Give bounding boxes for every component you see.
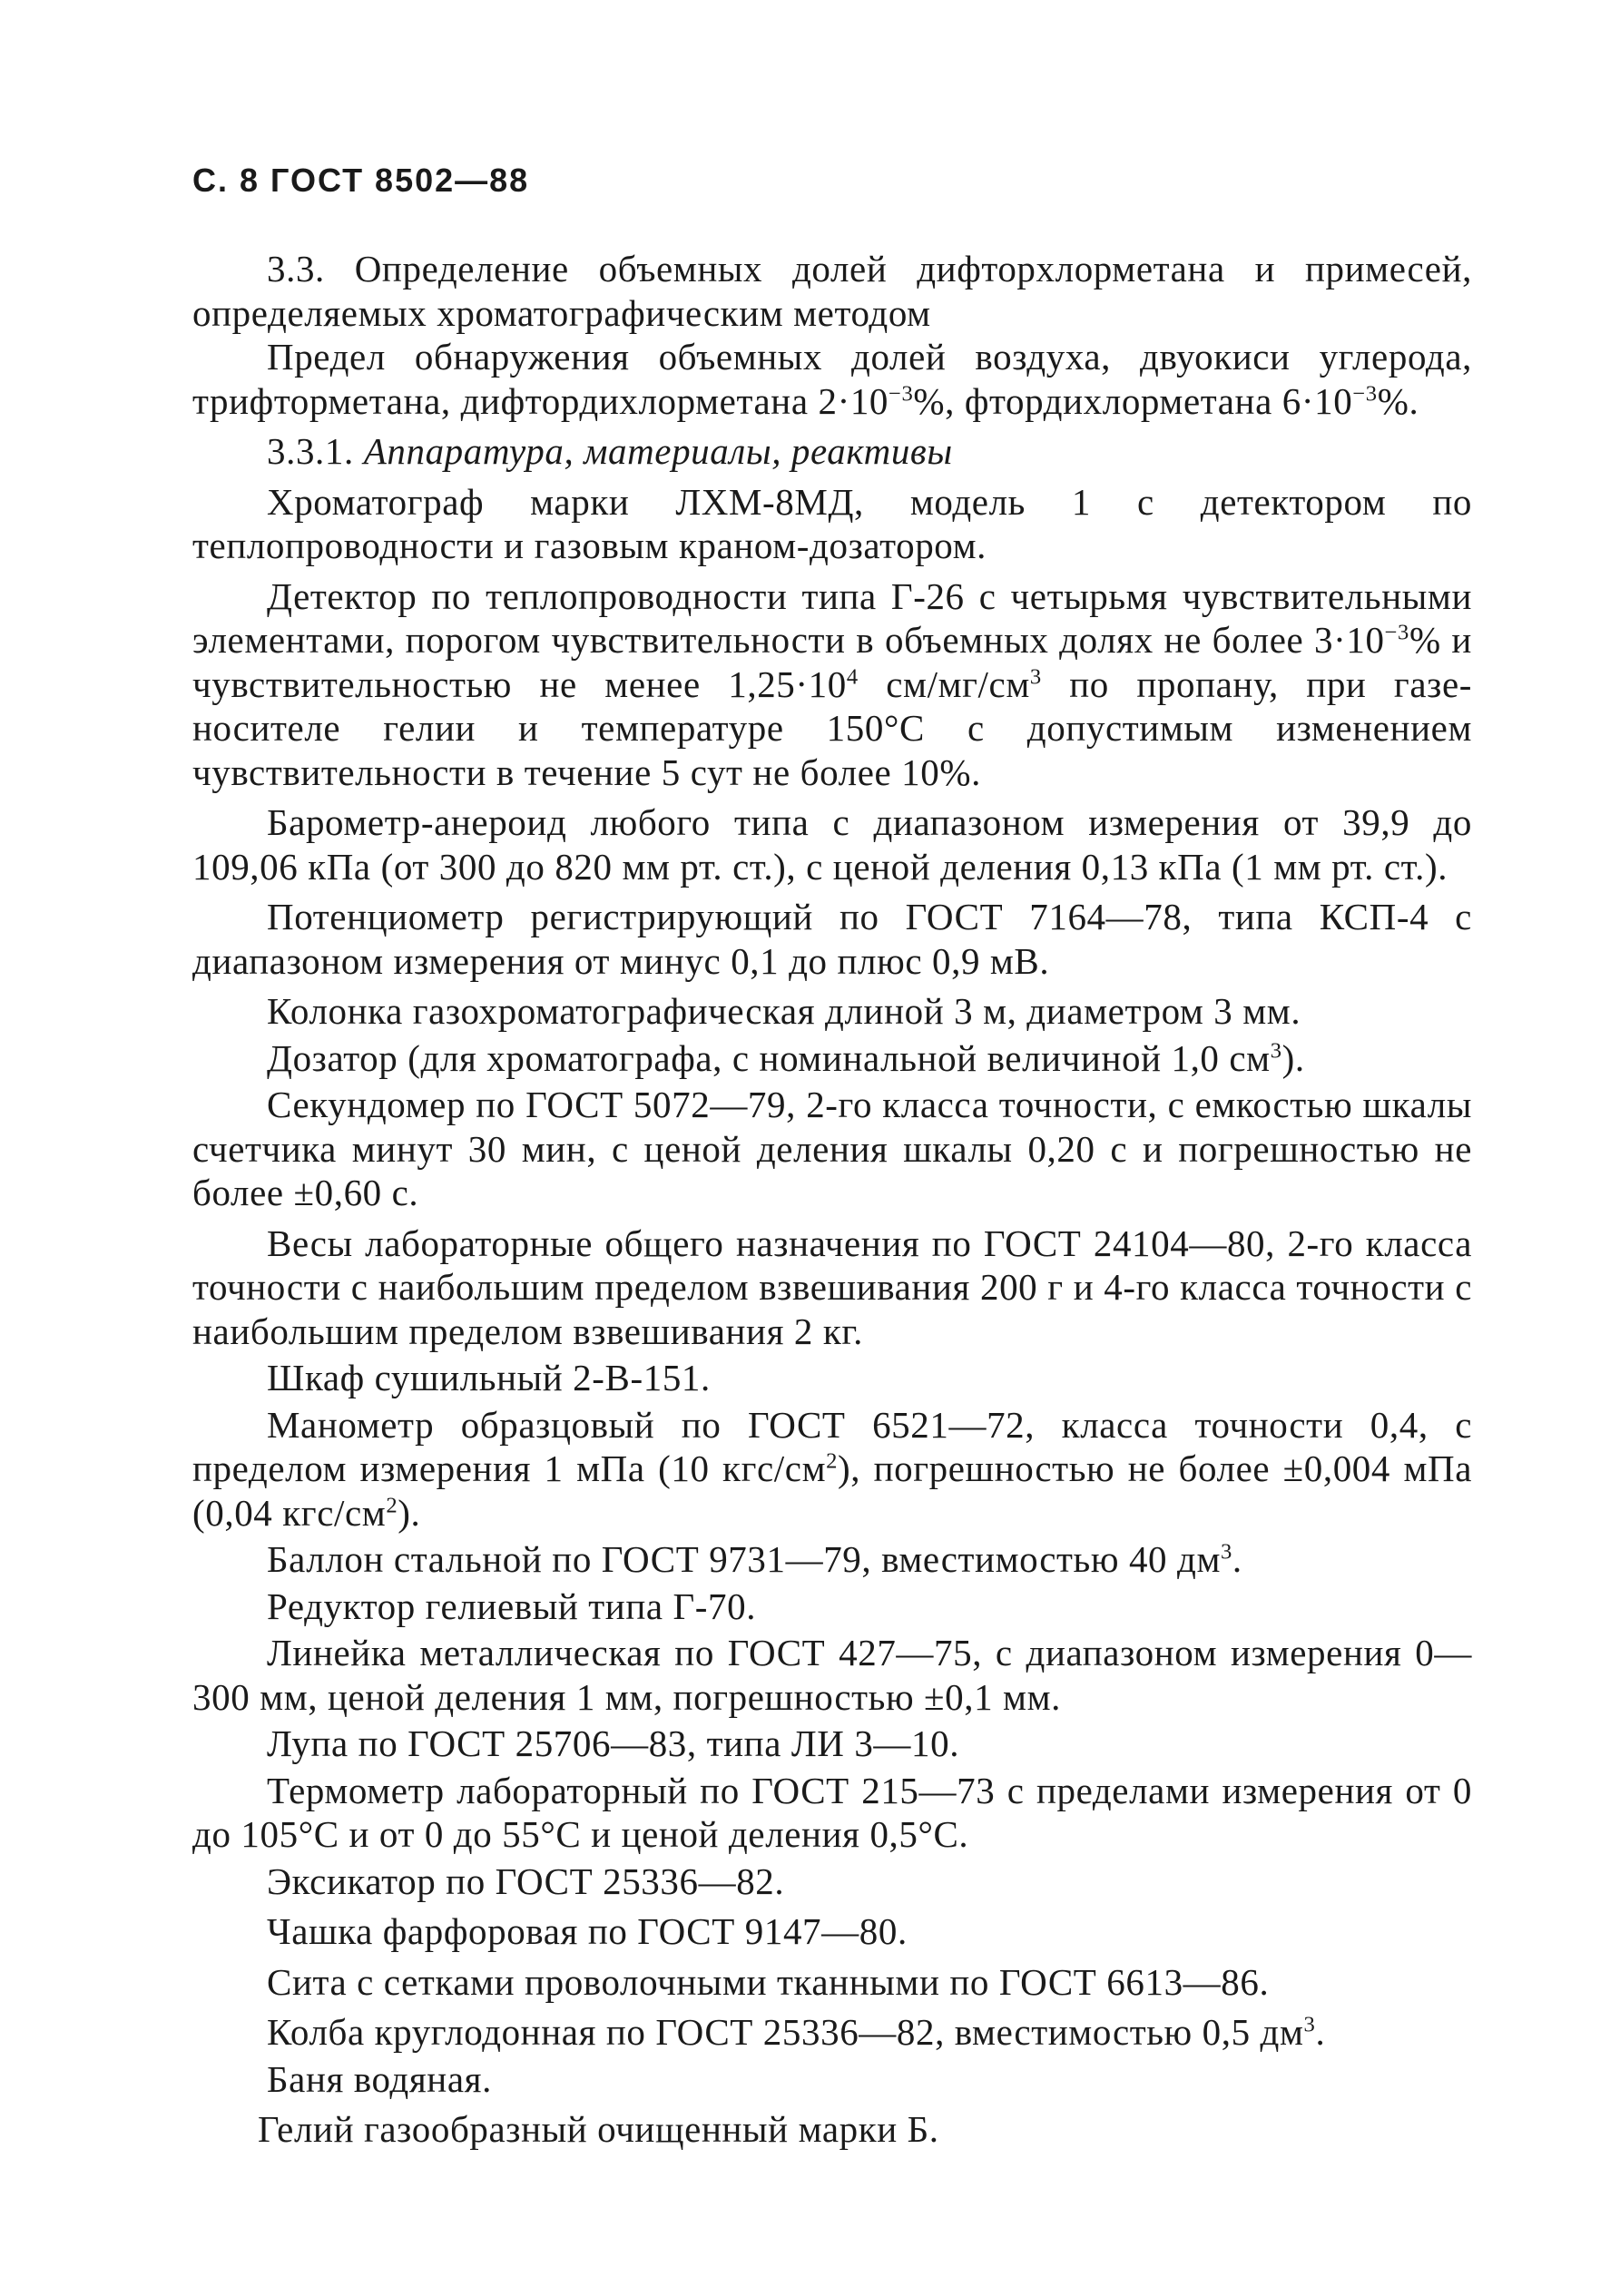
flask-text-b: .: [1315, 2011, 1326, 2053]
dosator-exponent: 3: [1270, 1037, 1282, 1063]
detector-exponent-1: −3: [1384, 620, 1409, 645]
item-thermometer: Термометр лабораторный по ГОСТ 215—73 с пределами измерения от 0 до 105°С и от 0 до 55°С и ценой деления 0,5°С.: [192, 1769, 1472, 1855]
manometer-text-c: ).: [398, 1491, 421, 1534]
flask-exponent: 3: [1303, 2012, 1316, 2037]
manometer-text-b: ), погрешностью не более ±0,004 мПа (0,04 кгс/см: [192, 1447, 1473, 1534]
dosator-text-a: Дозатор (для хроматографа, с номинальной величиной 1,0 см: [267, 1036, 1271, 1079]
manometer-text-a: Манометр образцовый по ГОСТ 6521—72, класса точности 0,4, с пределом измерения 1 мПа (10 кгс/см: [192, 1403, 1472, 1489]
item-drying-cabinet: Шкаф сушильный 2-В-151.: [267, 1357, 711, 1398]
manometer-exponent-1: 2: [826, 1448, 839, 1474]
section-3-3-title: 3.3. Определение объемных долей дифторхлорметана и примесей, определяемых хроматографическим методом: [192, 248, 1472, 334]
item-helium: Гелий газообразный очищенный марки Б.: [258, 2108, 939, 2150]
detector-text-a: Детектор по теплопроводности типа Г-26 с четырьмя чувствительными элементами, порогом чувствительности в объемных долях не более 3·10: [192, 574, 1472, 661]
item-sieves: Сита с сетками проволочными тканными по ГОСТ 6613—86.: [267, 1960, 1270, 2003]
detection-limit-exponent-2: −3: [1352, 380, 1378, 406]
detector-exponent-2: 4: [846, 663, 859, 689]
section-3-3-1-title: Аппаратура, материалы, реактивы: [363, 430, 953, 472]
detector-text-c: см/мг/см: [858, 662, 1030, 705]
detector-text-b: % и чувствительностью не менее 1,25·10: [192, 619, 1472, 705]
item-cylinder: [192, 1537, 1472, 1582]
item-magnifier: Лупа по ГОСТ 25706—83, типа ЛИ 3—10.: [267, 1722, 960, 1764]
manometer-exponent-2: 2: [386, 1492, 398, 1517]
section-3-3-1-number: 3.3.1.: [267, 430, 354, 472]
item-dosator: [192, 1036, 1472, 1081]
item-desiccator: Эксикатор по ГОСТ 25336—82.: [267, 1859, 785, 1902]
flask-text-a: Колба круглодонная по ГОСТ 25336—82, вместимостью 0,5 дм: [267, 2011, 1304, 2053]
detection-limit-text-b: %, фтордихлорметана 6·10: [913, 379, 1353, 422]
dosator-text-b: ).: [1281, 1036, 1305, 1079]
document-body: [192, 247, 1472, 2158]
detection-limit-text-c: %.: [1377, 379, 1419, 422]
cylinder-exponent: 3: [1221, 1539, 1232, 1565]
item-detector: [192, 574, 1472, 795]
detection-limit-paragraph: [192, 335, 1472, 423]
item-manometer: [192, 1403, 1472, 1536]
item-reducer: Редуктор гелиевый типа Г-70.: [267, 1585, 757, 1627]
cylinder-text-a: Баллон стальной по ГОСТ 9731—79, вместимостью 40 дм: [267, 1538, 1221, 1580]
item-scales: Весы лабораторные общего назначения по ГОСТ 24104—80, 2-го класса точности с наибольшим пределом взвешивания 200 г и 4-го класса точности с наибольшим пределом взвешивания 2 кг.: [192, 1222, 1472, 1352]
detection-limit-text-a: Предел обнаружения объемных долей воздуха, двуокиси углерода, трифторметана, дифтордихлорметана 2·10: [192, 336, 1472, 422]
detection-limit-exponent-1: −3: [889, 380, 914, 406]
item-water-bath: Баня водяная.: [267, 2057, 492, 2100]
detector-exponent-3: 3: [1029, 663, 1042, 689]
item-potentiometer: Потенциометр регистрирующий по ГОСТ 7164—78, типа КСП-4 с диапазоном измерения от минус 0,1 до плюс 0,9 мВ.: [192, 896, 1472, 982]
item-ruler: Линейка металлическая по ГОСТ 427—75, с диапазоном измерения 0—300 мм, ценой деления 1 мм, погрешностью ±0,1 мм.: [192, 1632, 1472, 1718]
item-chromatograph: Хроматограф марки ЛХМ-8МД, модель 1 с детектором по теплопроводности и газовым краном-дозатором.: [192, 480, 1472, 566]
item-porcelain-cup: Чашка фарфоровая по ГОСТ 9147—80.: [267, 1910, 908, 1952]
cylinder-text-b: .: [1232, 1538, 1242, 1580]
item-barometer: Барометр-анероид любого типа с диапазоном измерения от 39,9 до 109,06 кПа (от 300 до 820 мм рт. ст.), с ценой деления 0,13 кПа (1 мм рт. ст.).: [192, 801, 1472, 888]
item-column: Колонка газохроматографическая длиной 3 м, диаметром 3 мм.: [267, 990, 1301, 1032]
detector-text-d: по пропану, при газе-носителе гелии и температуре 150°С с допустимым изменением чувствительности в течение 5 сут не более 10%.: [192, 662, 1472, 793]
page-header: С. 8 ГОСТ 8502—88: [192, 162, 530, 199]
item-stopwatch: Секундомер по ГОСТ 5072—79, 2-го класса точности, с емкостью шкалы счетчика минут 30 мин, с ценой деления шкалы 0,20 с и погрешностью не более ±0,60 с.: [192, 1084, 1472, 1213]
section-3-3-1-heading: [192, 429, 1472, 474]
item-flask: [192, 2010, 1472, 2055]
